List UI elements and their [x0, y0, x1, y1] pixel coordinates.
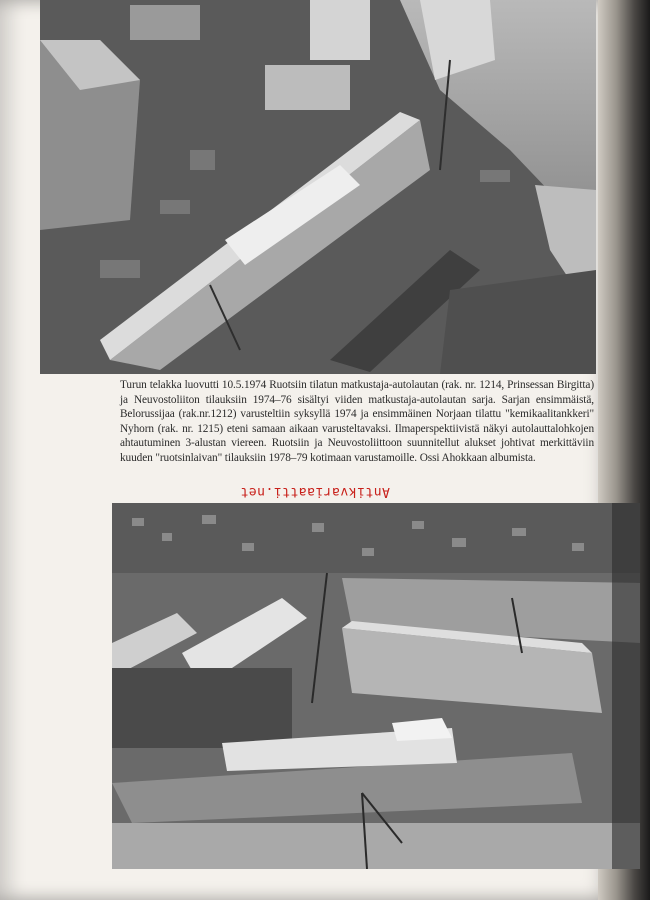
caption-text: Turun telakka luovutti 10.5.1974 Ruotsiin tilatun matkustaja-autolautan (rak. nr. 1214, Prinsessan Birgitta) ja Neuvostoliiton tilauksiin 1974–76 sisältyi viiden matkustaja-autolautan sarja. Sarjan ensimmäistä, Belorussijaa (rak.nr.1212) varusteltiin syksyllä 1974 ja ensimmäinen Norjaan tilattu "kemikaalitankkeri" Nyhorn (rak. nr. 1215) eteni samaan aikaan varusteltavaksi. Ilmaperspektiivistä näkyi autolauttalohkojen ahtautuminen 3-alustan viereen. Ruotsiin ja Neuvostoliittoon suunnitellut alukset johtivat merkittäviin kuuden "ruotsinlaivan" tilauksiin 1978–79 kotimaan varustamoille. Ossi Ahokkaan albumista.: [120, 379, 594, 464]
shipyard-aerial-photo-top: [40, 0, 596, 374]
photo-caption: [120, 378, 594, 466]
shipyard-aerial-photo-bottom: [112, 503, 640, 869]
watermark: Antikvariaatti.net: [240, 484, 390, 499]
